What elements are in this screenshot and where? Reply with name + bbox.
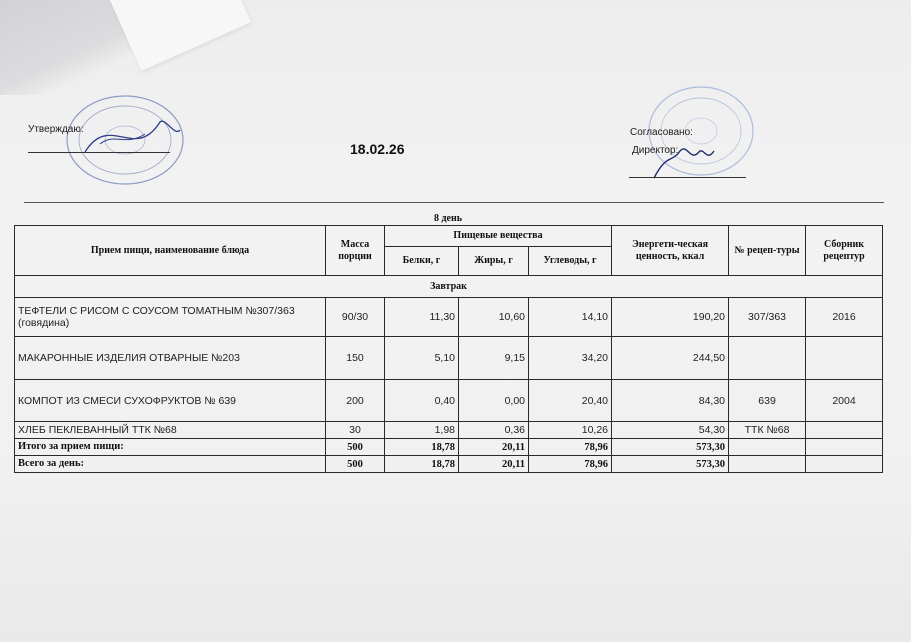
total-fat: 20,11 — [459, 456, 529, 473]
column-header-collection: Сборник рецептур — [806, 226, 883, 276]
dish-recipe-no — [729, 337, 806, 380]
dish-recipe-no: 639 — [729, 380, 806, 422]
dish-recipe-no: ТТК №68 — [729, 422, 806, 439]
column-header-carbs: Углеводы, г — [529, 247, 612, 276]
dish-protein: 1,98 — [385, 422, 459, 439]
dish-name: ХЛЕБ ПЕКЛЕВАННЫЙ ТТК №68 — [15, 422, 326, 439]
column-header-protein: Белки, г — [385, 247, 459, 276]
dish-fat: 9,15 — [459, 337, 529, 380]
dish-energy: 190,20 — [612, 298, 729, 337]
dish-carbs: 20,40 — [529, 380, 612, 422]
dish-name: КОМПОТ ИЗ СМЕСИ СУХОФРУКТОВ № 639 — [15, 380, 326, 422]
dish-collection — [806, 337, 883, 380]
dish-collection: 2004 — [806, 380, 883, 422]
dish-mass: 150 — [326, 337, 385, 380]
director-label: Директор: — [632, 145, 679, 156]
document-date: 18.02.26 — [350, 141, 405, 157]
dish-energy: 54,30 — [612, 422, 729, 439]
round-seal-stamp — [55, 92, 195, 187]
signature-line — [28, 152, 170, 153]
day-title: 8 день — [433, 213, 463, 224]
column-header-recipe-no: № рецеп-туры — [729, 226, 806, 276]
empty-cell — [729, 456, 806, 473]
total-carbs: 78,96 — [529, 456, 612, 473]
meal-total-row — [15, 439, 883, 456]
dish-energy: 244,50 — [612, 337, 729, 380]
total-energy: 573,30 — [612, 439, 729, 456]
dish-mass: 90/30 — [326, 298, 385, 337]
total-label: Всего за день: — [15, 456, 326, 473]
column-header-fat: Жиры, г — [459, 247, 529, 276]
table-header-row — [15, 226, 883, 247]
dish-fat: 0,36 — [459, 422, 529, 439]
dish-collection: 2016 — [806, 298, 883, 337]
dish-energy: 84,30 — [612, 380, 729, 422]
empty-cell — [806, 439, 883, 456]
agreed-label: Согласовано: — [630, 127, 693, 138]
table-row — [15, 422, 883, 439]
total-protein: 18,78 — [385, 439, 459, 456]
dish-fat: 10,60 — [459, 298, 529, 337]
column-header-mass: Масса порции — [326, 226, 385, 276]
column-header-meal-name: Прием пищи, наименование блюда — [15, 226, 326, 276]
dish-name: МАКАРОННЫЕ ИЗДЕЛИЯ ОТВАРНЫЕ №203 — [15, 337, 326, 380]
day-total-row — [15, 456, 883, 473]
dish-collection — [806, 422, 883, 439]
total-mass: 500 — [326, 456, 385, 473]
dish-name: ТЕФТЕЛИ С РИСОМ С СОУСОМ ТОМАТНЫМ №307/363 (говядина) — [15, 298, 326, 337]
signature-line — [629, 177, 746, 178]
column-header-nutrients: Пищевые вещества — [385, 226, 612, 247]
dish-carbs: 10,26 — [529, 422, 612, 439]
table-row — [15, 337, 883, 380]
menu-table-container — [14, 212, 882, 473]
total-energy: 573,30 — [612, 456, 729, 473]
empty-cell — [806, 456, 883, 473]
table-row — [15, 298, 883, 337]
total-carbs: 78,96 — [529, 439, 612, 456]
total-protein: 18,78 — [385, 456, 459, 473]
dish-protein: 11,30 — [385, 298, 459, 337]
section-row — [15, 276, 883, 298]
empty-cell — [729, 439, 806, 456]
dish-mass: 30 — [326, 422, 385, 439]
approve-label: Утверждаю: — [28, 124, 84, 135]
dish-recipe-no: 307/363 — [729, 298, 806, 337]
dish-carbs: 14,10 — [529, 298, 612, 337]
dish-protein: 0,40 — [385, 380, 459, 422]
dish-protein: 5,10 — [385, 337, 459, 380]
dish-fat: 0,00 — [459, 380, 529, 422]
table-row — [15, 380, 883, 422]
dish-mass: 200 — [326, 380, 385, 422]
column-header-energy: Энергети-ческая ценность, ккал — [612, 226, 729, 276]
total-label: Итого за прием пищи: — [15, 439, 326, 456]
menu-table — [14, 225, 883, 473]
total-mass: 500 — [326, 439, 385, 456]
total-fat: 20,11 — [459, 439, 529, 456]
section-title: Завтрак — [15, 276, 883, 298]
divider — [24, 202, 884, 203]
dish-carbs: 34,20 — [529, 337, 612, 380]
